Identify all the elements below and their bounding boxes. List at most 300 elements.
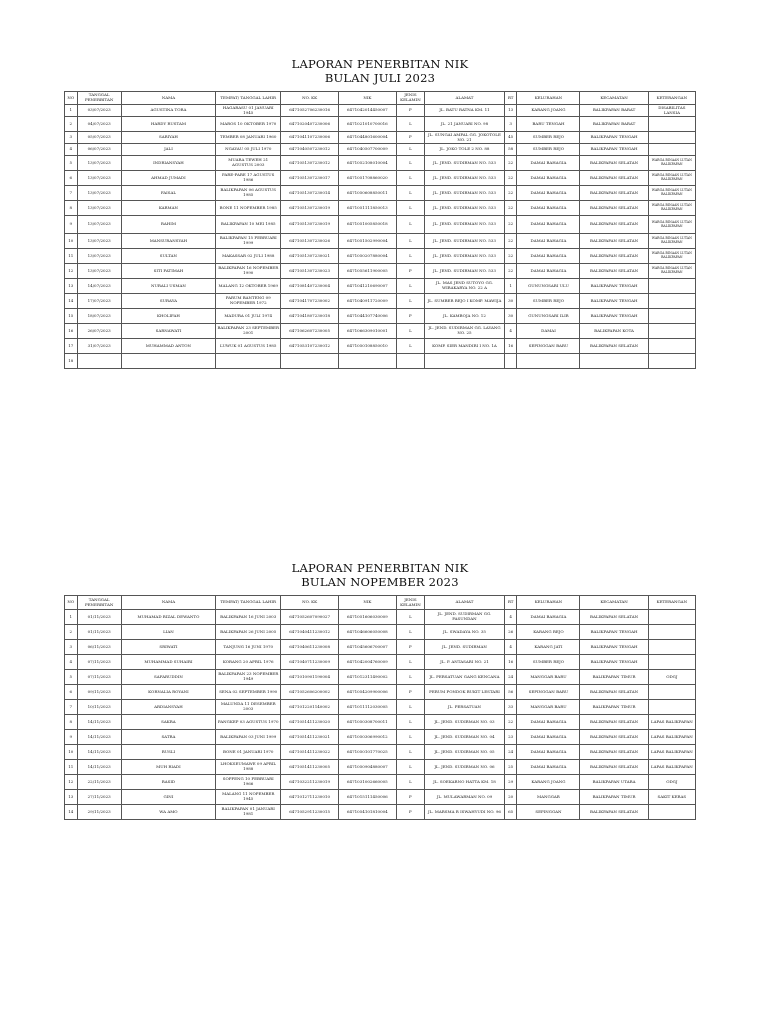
cell-no: 4: [65, 655, 78, 670]
nik-table: [64, 595, 696, 820]
cell-ttl: LHOKSEUMAWE 09 APRIL 1988: [216, 760, 281, 775]
cell-kecamatan: BALIKPAPAN SELATAN: [580, 730, 648, 745]
table-row: [65, 324, 696, 339]
table-row: [65, 294, 696, 309]
cell-nik: 6471055611900005: [339, 264, 397, 279]
cell-kecamatan: BALIKPAPAN TIMUR: [580, 790, 648, 805]
cell-kelurahan: MANGGAR: [517, 790, 580, 805]
cell-kelurahan: KARANG JATI: [517, 640, 580, 655]
cell-keterangan: WARGA BINAAN LUTAN BALIKPAPAN: [648, 156, 695, 171]
cell-nama: MANSURANSYAH: [121, 234, 215, 249]
cell-no-kk: 6471012711230010: [281, 790, 339, 805]
cell-tanggal: 18/07/2023: [77, 309, 121, 324]
cell-nik: 6471042004760009: [339, 655, 397, 670]
cell-rt: 29: [504, 775, 517, 790]
cell-no: 4: [65, 144, 78, 156]
col-header-rt: RT: [504, 92, 517, 105]
cell-nama: FAISAL: [121, 186, 215, 201]
cell-kelurahan: KARANG JOANG: [517, 105, 580, 117]
cell-rt: 4: [504, 610, 517, 625]
cell-jenis-kelamin: L: [396, 625, 424, 640]
table-row: [65, 655, 696, 670]
col-header-keterangan: KETERANGAN: [648, 92, 695, 105]
cell-rt: 22: [504, 249, 517, 264]
cell-no: 17: [65, 339, 78, 354]
cell-keterangan: WARGA BINAAN LUTAN BALIKPAPAN: [648, 171, 695, 186]
cell-jenis-kelamin: L: [396, 186, 424, 201]
cell-nik: 6471015111450006: [339, 790, 397, 805]
cell-kelurahan: DAMAI BAHAGIA: [517, 264, 580, 279]
cell-keterangan: [648, 354, 695, 369]
cell-tanggal: 07/11/2023: [77, 670, 121, 685]
cell-jenis-kelamin: L: [396, 339, 424, 354]
cell-ttl: BALIKPAPAN 16 NOPEMBER 1990: [216, 264, 281, 279]
cell-rt: 25: [504, 760, 517, 775]
cell-keterangan: [648, 685, 695, 700]
cell-nama: WA AMO: [121, 805, 215, 820]
cell-keterangan: [648, 294, 695, 309]
cell-alamat: JL. MAS JEND SUTOYO GG. WIRAKARYA NO. 22 A: [425, 279, 505, 294]
cell-no-kk: 6471010901190004: [281, 670, 339, 685]
table-row: [65, 775, 696, 790]
cell-keterangan: [648, 144, 695, 156]
nik-table: [64, 91, 696, 369]
cell-no: 13: [65, 279, 78, 294]
cell-alamat: JL. JEND. SUDIRMAN: [425, 640, 505, 655]
cell-kecamatan: BALIKPAPAN UTARA: [580, 775, 648, 790]
cell-kecamatan: BALIKPAPAN SELATAN: [580, 610, 648, 625]
cell-kecamatan: BALIKPAPAN BARAT: [580, 105, 648, 117]
cell-jenis-kelamin: L: [396, 171, 424, 186]
table-row: [65, 117, 696, 132]
cell-kecamatan: BALIKPAPAN SELATAN: [580, 216, 648, 234]
table-row: [65, 264, 696, 279]
cell-keterangan: LAPAS BALIKPAPAN: [648, 730, 695, 745]
cell-alamat: PERUM PONDOK BUKIT LESTARI: [425, 685, 505, 700]
cell-ttl: SOPPENG 10 FEBRUARI 1966: [216, 775, 281, 790]
table-row: [65, 171, 696, 186]
cell-kelurahan: DAMAI BAHAGIA: [517, 216, 580, 234]
cell-nik: [339, 354, 397, 369]
cell-no-kk: 6471041107230006: [281, 132, 339, 144]
col-header-kecamatan: KECAMATAN: [580, 92, 648, 105]
cell-keterangan: [648, 132, 695, 144]
table-row: [65, 685, 696, 700]
cell-jenis-kelamin: L: [396, 655, 424, 670]
cell-jenis-kelamin: P: [396, 105, 424, 117]
cell-rt: 16: [504, 655, 517, 670]
cell-no: 12: [65, 775, 78, 790]
cell-keterangan: [648, 805, 695, 820]
cell-tanggal: 13/07/2023: [77, 234, 121, 249]
cell-keterangan: [648, 610, 695, 625]
cell-no-kk: 6471051307230012: [281, 156, 339, 171]
cell-nik: 6471052108010004: [339, 156, 397, 171]
cell-nik: 6471021010700016: [339, 117, 397, 132]
table-row: [65, 309, 696, 324]
cell-nik: 6471066309010001: [339, 324, 397, 339]
cell-kecamatan: [580, 354, 648, 369]
cell-nama: HARDY RUSTAM: [121, 117, 215, 132]
col-header-nama: NAMA: [121, 596, 215, 610]
cell-rt: 24: [504, 670, 517, 685]
cell-jenis-kelamin: L: [396, 279, 424, 294]
cell-ttl: MAROS 10 OKTOBER 1970: [216, 117, 281, 132]
cell-kelurahan: [517, 354, 580, 369]
table-row: [65, 186, 696, 201]
cell-no-kk: 6471032211230019: [281, 775, 339, 790]
cell-nama: SRIWATI: [121, 640, 215, 655]
table-row: [65, 249, 696, 264]
cell-nama: LIAN: [121, 625, 215, 640]
cell-kecamatan: BALIKPAPAN SELATAN: [580, 760, 648, 775]
table-header-row: [65, 596, 696, 610]
cell-nik: 6471044107740006: [339, 309, 397, 324]
cell-kecamatan: BALIKPAPAN SELATAN: [580, 234, 648, 249]
cell-alamat: JL. JEND. SUDIRMAN NO. 533: [425, 186, 505, 201]
cell-no: 1: [65, 105, 78, 117]
cell-tanggal: 26/07/2023: [77, 324, 121, 339]
cell-ttl: BONE 11 NOPEMBER 1985: [216, 201, 281, 216]
cell-jenis-kelamin: P: [396, 132, 424, 144]
cell-nik: 6471050306990012: [339, 730, 397, 745]
cell-ttl: MUARA TEWEH 21 AGUSTUS 2003: [216, 156, 281, 171]
cell-alamat: JL. SUMBER REJO I KOMP. MAWIJA: [425, 294, 505, 309]
table-row: [65, 144, 696, 156]
cell-no-kk: 6471051411230020: [281, 715, 339, 730]
cell-ttl: MALANG 11 NOPEMBER 1945: [216, 790, 281, 805]
cell-nama: RAHIM: [121, 216, 215, 234]
cell-no-kk: 6471053107230012: [281, 339, 339, 354]
cell-nik: 6471051502990004: [339, 234, 397, 249]
cell-alamat: JL. SOEKARNO HATTA KM. 18: [425, 775, 505, 790]
col-header-ttl: TEMPAT/ TANGGAL LAHIR: [216, 92, 281, 105]
cell-keterangan: [648, 700, 695, 715]
cell-rt: 58: [504, 144, 517, 156]
cell-nik: 6471045606700007: [339, 640, 397, 655]
cell-nik: 6471051111850013: [339, 201, 397, 216]
cell-jenis-kelamin: P: [396, 790, 424, 805]
cell-kecamatan: BALIKPAPAN SELATAN: [580, 715, 648, 730]
cell-keterangan: WARGA BINAAN LUTAN BALIKPAPAN: [648, 264, 695, 279]
cell-no: 6: [65, 171, 78, 186]
table-row: [65, 730, 696, 745]
cell-tanggal: 06/11/2023: [77, 640, 121, 655]
col-header-no-kk: NO. KK: [281, 596, 339, 610]
cell-kecamatan: BALIKPAPAN TENGAH: [580, 640, 648, 655]
cell-ttl: BALIKPAPAN 01 JANUARI 1981: [216, 805, 281, 820]
cell-no: 8: [65, 715, 78, 730]
cell-ttl: MADURA 01 JULI 1974: [216, 309, 281, 324]
cell-no-kk: 6471052706230016: [281, 105, 339, 117]
cell-alamat: JL. SUNGAI AMPAL GG. JOKOTOLE NO. 21: [425, 132, 505, 144]
cell-kelurahan: DAMAI BAHAGIA: [517, 156, 580, 171]
cell-nik: 6471012311490002: [339, 670, 397, 685]
cell-kelurahan: SUMBER REJO: [517, 132, 580, 144]
cell-nik: 6471054101810004: [339, 805, 397, 820]
cell-rt: 1: [504, 279, 517, 294]
cell-no-kk: 6471052606200002: [281, 685, 339, 700]
cell-tanggal: 13/07/2023: [77, 249, 121, 264]
cell-tanggal: 09/11/2023: [77, 685, 121, 700]
cell-ttl: KORANG 20 APRIL 1976: [216, 655, 281, 670]
cell-rt: 22: [504, 216, 517, 234]
cell-kecamatan: BALIKPAPAN SELATAN: [580, 186, 648, 201]
table-row: [65, 234, 696, 249]
cell-jenis-kelamin: P: [396, 640, 424, 655]
cell-kecamatan: BALIKPAPAN SELATAN: [580, 156, 648, 171]
cell-kecamatan: BALIKPAPAN BARAT: [580, 117, 648, 132]
cell-jenis-kelamin: P: [396, 685, 424, 700]
cell-jenis-kelamin: L: [396, 216, 424, 234]
title-line-1: LAPORAN PENERBITAN NIK: [291, 57, 469, 71]
cell-jenis-kelamin: L: [396, 156, 424, 171]
cell-ttl: BALIKPAPAN 06 AGUSTUS 1985: [216, 186, 281, 201]
cell-ttl: HAGARASU 01 JANUARI 1945: [216, 105, 281, 117]
cell-kelurahan: SEPINGGAN: [517, 805, 580, 820]
report-november: [64, 561, 696, 820]
report-title: [64, 561, 696, 589]
cell-jenis-kelamin: L: [396, 234, 424, 249]
cell-keterangan: ODGJ: [648, 670, 695, 685]
cell-tanggal: 04/07/2023: [77, 117, 121, 132]
cell-no: 8: [65, 201, 78, 216]
cell-kelurahan: SEPINGGAN BARU: [517, 339, 580, 354]
col-header-nama: NAMA: [121, 92, 215, 105]
cell-kelurahan: MANGGAR BARU: [517, 700, 580, 715]
col-header-kelurahan: KELURAHAN: [517, 596, 580, 610]
cell-nama: SAFARUDDIN: [121, 670, 215, 685]
cell-nama: ARDIANSYAH: [121, 700, 215, 715]
cell-alamat: JL. JEND. SUDIRMAN NO. 533: [425, 201, 505, 216]
cell-tanggal: 13/07/2023: [77, 264, 121, 279]
cell-no: 7: [65, 186, 78, 201]
cell-kecamatan: BALIKPAPAN SELATAN: [580, 201, 648, 216]
cell-alamat: JL. JEND. SUDIRMAN NO. 05: [425, 745, 505, 760]
cell-rt: 4: [504, 640, 517, 655]
cell-no-kk: 6471051307230019: [281, 216, 339, 234]
cell-ttl: BALIKPAPAN 23 SEPTEMBER 2001: [216, 324, 281, 339]
cell-kecamatan: BALIKPAPAN SELATAN: [580, 249, 648, 264]
col-header-jenis-kelamin: JENIS KELAMIN: [396, 92, 424, 105]
cell-keterangan: DISABILITAS LANSIA: [648, 105, 695, 117]
cell-no-kk: 6471012201140002: [281, 700, 339, 715]
cell-tanggal: 13/07/2023: [77, 171, 121, 186]
report-july: [64, 57, 696, 369]
cell-no-kk: 6471051307230021: [281, 249, 339, 264]
cell-kelurahan: DAMAI BAHAGIA: [517, 201, 580, 216]
cell-nik: 6471051606030009: [339, 610, 397, 625]
cell-nik: 6471051708860020: [339, 171, 397, 186]
cell-no-kk: 6471051307230017: [281, 171, 339, 186]
cell-alamat: JL. JOKO TOLE 2 NO. 88: [425, 144, 505, 156]
cell-kecamatan: BALIKPAPAN TIMUR: [580, 670, 648, 685]
cell-no: 3: [65, 132, 78, 144]
cell-jenis-kelamin: L: [396, 775, 424, 790]
cell-ttl: TANJUNG 16 JUNI 1970: [216, 640, 281, 655]
table-row: [65, 201, 696, 216]
table-row: [65, 354, 696, 369]
cell-rt: 22: [504, 156, 517, 171]
cell-keterangan: [648, 655, 695, 670]
cell-tanggal: 14/11/2023: [77, 745, 121, 760]
cell-keterangan: WARGA BINAAN LUTAN BALIKPAPAN: [648, 249, 695, 264]
cell-jenis-kelamin: P: [396, 309, 424, 324]
cell-alamat: JL. BATU RATNA KM. 11: [425, 105, 505, 117]
table-row: [65, 790, 696, 805]
cell-nik: 6471050308700011: [339, 715, 397, 730]
cell-jenis-kelamin: P: [396, 264, 424, 279]
cell-nama: SAKRA: [121, 715, 215, 730]
cell-tanggal: 13/07/2023: [77, 186, 121, 201]
cell-no-kk: 6471051411230021: [281, 730, 339, 745]
cell-kelurahan: DAMAI BAHAGIA: [517, 186, 580, 201]
cell-rt: 22: [504, 186, 517, 201]
cell-nama: SURAYA: [121, 294, 215, 309]
cell-alamat: JL. MARSMA R ISWAHYUDI NO. 96: [425, 805, 505, 820]
cell-nik: 6471050904880007: [339, 760, 397, 775]
cell-ttl: SENA 02 SEPTEMBER 1990: [216, 685, 281, 700]
cell-tanggal: 29/11/2023: [77, 805, 121, 820]
cell-kecamatan: BALIKPAPAN TENGAH: [580, 144, 648, 156]
cell-alamat: JL. 21 JANUARI NO. 98: [425, 117, 505, 132]
table-body: [65, 105, 696, 369]
cell-jenis-kelamin: L: [396, 324, 424, 339]
cell-kelurahan: DAMAI: [517, 324, 580, 339]
cell-nama: NURALI USMAN: [121, 279, 215, 294]
cell-rt: 23: [504, 730, 517, 745]
cell-kelurahan: DAMAI BAHAGIA: [517, 715, 580, 730]
cell-nama: SARNAWATI: [121, 324, 215, 339]
cell-kelurahan: SUMBER REJO: [517, 144, 580, 156]
cell-tanggal: 14/11/2023: [77, 760, 121, 775]
cell-kecamatan: BALIKPAPAN TENGAH: [580, 655, 648, 670]
cell-nama: JALI: [121, 144, 215, 156]
cell-no-kk: [281, 354, 339, 369]
cell-alamat: JL. PERSATUAN: [425, 700, 505, 715]
title-line-2: BULAN JULI 2023: [324, 71, 436, 85]
cell-kelurahan: GUNUNGSARI ULU: [517, 279, 580, 294]
cell-keterangan: [648, 117, 695, 132]
cell-jenis-kelamin: P: [396, 805, 424, 820]
table-row: [65, 760, 696, 775]
col-header-kelurahan: KELURAHAN: [517, 92, 580, 105]
cell-no: 7: [65, 700, 78, 715]
cell-alamat: JL. MULAWARMAN NO. 09: [425, 790, 505, 805]
cell-alamat: JL. JEND. SUDIRMAN NO. 533: [425, 216, 505, 234]
cell-rt: 3: [504, 117, 517, 132]
cell-no-kk: 6471051307230014: [281, 186, 339, 201]
cell-ttl: MALUNDA 11 DESEMBER 2003: [216, 700, 281, 715]
cell-kelurahan: DAMAI BAHAGIA: [517, 610, 580, 625]
cell-kelurahan: DAMAI BAHAGIA: [517, 730, 580, 745]
cell-tanggal: 14/07/2023: [77, 279, 121, 294]
cell-no: 12: [65, 264, 78, 279]
cell-no-kk: 6471040711230009: [281, 655, 339, 670]
cell-nama: INDRIANSYAH: [121, 156, 215, 171]
cell-nik: 6471050108850010: [339, 339, 397, 354]
cell-jenis-kelamin: L: [396, 610, 424, 625]
cell-no-kk: 6471052911230015: [281, 805, 339, 820]
cell-kelurahan: KARANG REJO: [517, 625, 580, 640]
table-row: [65, 156, 696, 171]
cell-alamat: JL. JEND. SUDIRMAN NO. 03: [425, 715, 505, 730]
cell-nik: 6471031002660005: [339, 775, 397, 790]
cell-rt: 24: [504, 745, 517, 760]
cell-rt: 13: [504, 105, 517, 117]
cell-no: 14: [65, 805, 78, 820]
cell-alamat: JL. JEND. SUDIRMAN NO. 533: [425, 234, 505, 249]
cell-no-kk: 6471040411230012: [281, 625, 339, 640]
col-header-no: NO: [65, 596, 78, 610]
cell-tanggal: 13/07/2023: [77, 216, 121, 234]
cell-nama: MUH RIADI: [121, 760, 215, 775]
cell-ttl: BALIKPAPAN 15 FEBRUARI 1999: [216, 234, 281, 249]
cell-kelurahan: SUMBER REJO: [517, 655, 580, 670]
cell-ttl: NGAYAU 05 JULI 1970: [216, 144, 281, 156]
cell-ttl: PANGKEP 03 AGUSTUS 1970: [216, 715, 281, 730]
cell-no: 11: [65, 760, 78, 775]
cell-jenis-kelamin: L: [396, 249, 424, 264]
cell-nama: SITI FATIMAH: [121, 264, 215, 279]
cell-ttl: BALIKPAPAN 10 MEI 1985: [216, 216, 281, 234]
cell-nama: [121, 354, 215, 369]
cell-keterangan: [648, 324, 695, 339]
table-row: [65, 105, 696, 117]
cell-keterangan: [648, 339, 695, 354]
cell-kecamatan: BALIKPAPAN SELATAN: [580, 264, 648, 279]
cell-kelurahan: DAMAI BAHAGIA: [517, 745, 580, 760]
col-header-no: NO: [65, 92, 78, 105]
cell-tanggal: 05/07/2023: [77, 132, 121, 144]
cell-no: 2: [65, 625, 78, 640]
cell-rt: 22: [504, 201, 517, 216]
cell-ttl: PARUM BANTENG 09 NOPEMBER 1972: [216, 294, 281, 309]
cell-rt: 22: [504, 171, 517, 186]
table-row: [65, 805, 696, 820]
cell-tanggal: 14/11/2023: [77, 730, 121, 745]
cell-keterangan: LAPAS BALIKPAPAN: [648, 745, 695, 760]
table-row: [65, 625, 696, 640]
cell-kecamatan: BALIKPAPAN TENGAH: [580, 132, 648, 144]
table-row: [65, 132, 696, 144]
cell-no-kk: 6471041707230002: [281, 294, 339, 309]
col-header-tanggal: TANGGAL PENERBITAN: [77, 92, 121, 105]
report-title: [64, 57, 696, 85]
cell-nama: AGUSTINA TORA: [121, 105, 215, 117]
cell-nik: 6471044801600004: [339, 132, 397, 144]
cell-ttl: BALIKPAPAN 23 NOPEMBER 1949: [216, 670, 281, 685]
cell-jenis-kelamin: L: [396, 730, 424, 745]
table-body: [65, 610, 696, 820]
cell-alamat: JL. SWADAYA NO. 35: [425, 625, 505, 640]
cell-no: 11: [65, 249, 78, 264]
cell-rt: 22: [504, 264, 517, 279]
cell-tanggal: 17/07/2023: [77, 294, 121, 309]
cell-alamat: [425, 354, 505, 369]
cell-ttl: MALANG 12 OKTOBER 1969: [216, 279, 281, 294]
cell-alamat: JL. P. ANTASARI NO. 21: [425, 655, 505, 670]
cell-nama: KARMAN: [121, 201, 215, 216]
col-header-nik: NIK: [339, 92, 397, 105]
cell-nama: MUHAMAD RIZAL DEWANTO: [121, 610, 215, 625]
cell-no-kk: 6471051307230023: [281, 264, 339, 279]
cell-nik: 6471050207880004: [339, 249, 397, 264]
cell-rt: 56: [504, 685, 517, 700]
cell-kelurahan: MANGGAR BARU: [517, 670, 580, 685]
cell-jenis-kelamin: [396, 354, 424, 369]
cell-keterangan: WARGA BINAAN LUTAN BALIKPAPAN: [648, 201, 695, 216]
